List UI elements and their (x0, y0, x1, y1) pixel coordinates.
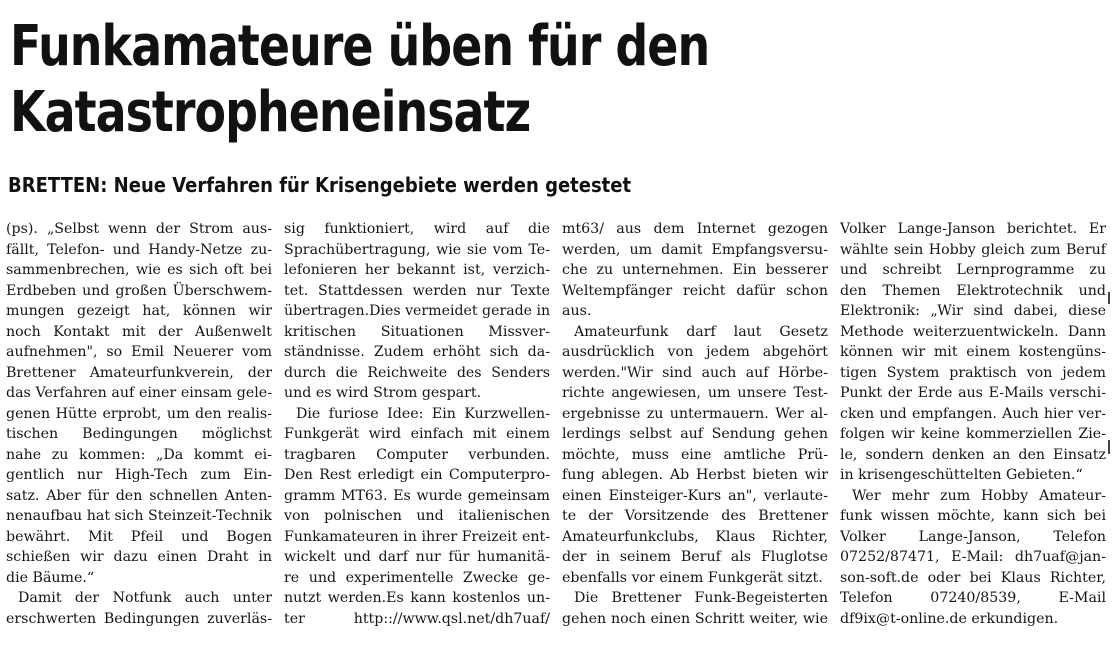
article-text-line: und es wird Strom gespart. (284, 385, 482, 401)
article-text-line: aus. (562, 303, 592, 319)
article-text-line: Den Rest erledigt ein Computerpro- (284, 467, 550, 483)
article-text-line: mungen gezeigt hat, können wir (6, 303, 272, 319)
article-text-line: nutzt werden.Es kann kostenlos un- (284, 590, 550, 606)
article-text-line: cken und empfangen. Auch hier ver- (840, 405, 1106, 422)
article-subheadline: BRETTEN: Neue Verfahren für Krisengebiete werden getestet (8, 173, 632, 197)
article-text-line: richte angewiesen, um unsere Test- (562, 385, 828, 401)
article-text-line: werden."Wir sind auch auf Hörbe- (562, 364, 828, 381)
article-text-line: übertragen.Dies vermeidet gerade in (284, 303, 551, 319)
article-text-line: die Bäume.“ (6, 569, 95, 586)
article-text-line: genen Hütte erprobt, um den realis- (6, 405, 272, 422)
article-text-line: noch Kontakt mit der Außenwelt (6, 323, 272, 340)
article-text-line: können wir mit einem kostengüns- (840, 344, 1106, 360)
article-text-line: Brettener Amateurfunkverein, der (6, 364, 272, 381)
article-text-line: erschwerten Bedingungen zuverläs- (6, 610, 272, 627)
article-text-line: wickelt und darf nur für humanitä- (284, 549, 550, 565)
article-text-line: le, sondern denken an den Einsatz (840, 446, 1106, 463)
article-text-line: bewährt. Mit Pfeil und Bogen (6, 528, 272, 545)
scan-artifact-mark (1108, 440, 1110, 454)
article-body (6, 219, 1106, 649)
article-text-line: aufnehmen", so Emil Neuerer vom (6, 344, 272, 360)
scan-artifact-mark (1108, 292, 1110, 304)
article-text-line: Punkt der Erde aus E-Mails verschi- (840, 385, 1106, 401)
article-text-line: Volker Lange-Janson, Telefon (840, 528, 1106, 545)
article-text-line: Methode weiterzuentwickeln. Dann (840, 323, 1106, 340)
article-text-line: ständnisse. Zudem erhöht sich da- (284, 344, 550, 360)
article-text-line: tischen Bedingungen möglichst (6, 426, 272, 442)
article-text-line: Weltempfänger reicht dafür schon (562, 282, 828, 299)
article-text-line: ebenfalls vor einem Funkgerät sitzt. (562, 569, 823, 586)
article-text-line: Telefon 07240/8539, E-Mail (840, 590, 1106, 606)
article-text-line: ter http:://www.qsl.net/dh7uaf/ (284, 610, 550, 627)
article-text-line: kritischen Situationen Missver- (284, 323, 550, 340)
article-text-line: und schreibt Lernprogramme zu (840, 262, 1106, 278)
article-text-line: ausdrücklich von jedem abgehört (562, 344, 828, 360)
article-text-line: Funkamateuren in ihrer Freizeit ent- (284, 528, 550, 545)
article-column-3 (562, 219, 828, 629)
article-text-line: nahe zu kommen: „Da kommt ei- (6, 446, 272, 463)
article-headline (10, 14, 904, 146)
article-text-line: mt63/ aus dem Internet gezogen (562, 221, 828, 237)
article-text-line: Erdbeben und großen Überschwem- (6, 282, 272, 299)
article-column-2 (284, 219, 550, 629)
article-text-line: in krisengeschüttelten Gebieten.“ (840, 467, 1083, 483)
article-text-line: lefonieren her bekannt ist, verzich- (284, 262, 550, 278)
article-text-line: das Verfahren auf einer einsam gele- (6, 385, 272, 401)
article-text-line: te der Vorsitzende des Brettener (562, 508, 828, 524)
article-text-line: re und experimentelle Zwecke ge- (284, 569, 550, 586)
article-text-line: df9ix@t-online.de erkundigen. (840, 610, 1059, 627)
article-text-line: Amateurfunkclubs, Klaus Richter, (562, 528, 828, 545)
article-text-line: satz. Aber für den schnellen Anten- (6, 487, 272, 504)
article-text-line: möchte, muss eine amtliche Prü- (562, 446, 828, 463)
article-column-4 (840, 219, 1106, 629)
article-text-line: gentlich nur High-Tech zum Ein- (6, 467, 272, 483)
headline-line-2: Katastropheneinsatz (10, 80, 531, 145)
article-text-line: lerdings selbst auf Sendung gehen (562, 426, 828, 442)
article-text-line: Die Brettener Funk-Begeisterten (574, 590, 828, 606)
article-text-line: gehen noch einen Schritt weiter, wie (562, 610, 828, 627)
article-text-line: Elektronik: „Wir sind dabei, diese (840, 303, 1106, 319)
article-text-line: 07252/87471, E-Mail: dh7uaf@jan- (840, 549, 1106, 565)
article-text-line: sig funktioniert, wird auf die (284, 221, 550, 237)
article-text-line: gramm MT63. Es wurde gemeinsam (284, 487, 550, 504)
article-text-line: Die furiose Idee: Ein Kurzwellen- (296, 405, 550, 422)
article-text-line: (ps). „Selbst wenn der Strom aus- (6, 221, 272, 237)
article-text-line: Damit der Notfunk auch unter (18, 590, 272, 606)
article-text-line: son-soft.de oder bei Klaus Richter, (840, 569, 1106, 586)
article-text-line: Amateurfunk darf laut Gesetz (574, 323, 828, 340)
article-text-line: von polnischen und italienischen (284, 508, 550, 524)
article-text-line: sammenbrechen, wie es sich oft bei (6, 262, 272, 278)
article-text-line: werden, um damit Empfangsversu- (562, 241, 828, 258)
article-text-line: tet. Stattdessen werden nur Texte (284, 282, 550, 299)
article-text-line: fung ablegen. Ab Herbst bieten wir (562, 467, 828, 483)
article-text-line: durch die Reichweite des Senders (284, 364, 550, 381)
article-text-line: fällt, Telefon- und Handy-Netze zu- (6, 241, 272, 258)
article-text-line: der in seinem Beruf als Fluglotse (562, 549, 828, 565)
article-text-line: folgen wir keine kommerziellen Zie- (840, 426, 1106, 442)
article-text-line: wählte sein Hobby gleich zum Beruf (840, 241, 1106, 258)
article-text-line: Volker Lange-Janson berichtet. Er (840, 221, 1106, 237)
headline-line-1: Funkamateure üben für den (10, 14, 710, 79)
article-text-line: tragbaren Computer verbunden. (284, 446, 550, 463)
article-text-line: che zu unternehmen. Ein besserer (562, 262, 828, 278)
article-text-line: ergebnisse zu untermauern. Wer al- (562, 405, 828, 422)
article-text-line: funk wissen möchte, kann sich bei (840, 508, 1106, 524)
article-text-line: Sprachübertragung, wie sie vom Te- (284, 241, 550, 258)
article-text-line: den Themen Elektrotechnik und (840, 282, 1106, 299)
article-text-line: schießen wir dazu einen Draht in (6, 549, 272, 565)
article-text-line: einen Einsteiger-Kurs an", verlaute- (562, 487, 828, 504)
article-text-line: nenaufbau hat sich Steinzeit-Technik (6, 508, 272, 524)
article-text-line: tigen System praktisch von jedem (840, 364, 1106, 381)
article-text-line: Funkgerät wird einfach mit einem (284, 426, 550, 442)
article-column-1 (6, 219, 272, 629)
article-text-line: Wer mehr zum Hobby Amateur- (852, 487, 1106, 504)
